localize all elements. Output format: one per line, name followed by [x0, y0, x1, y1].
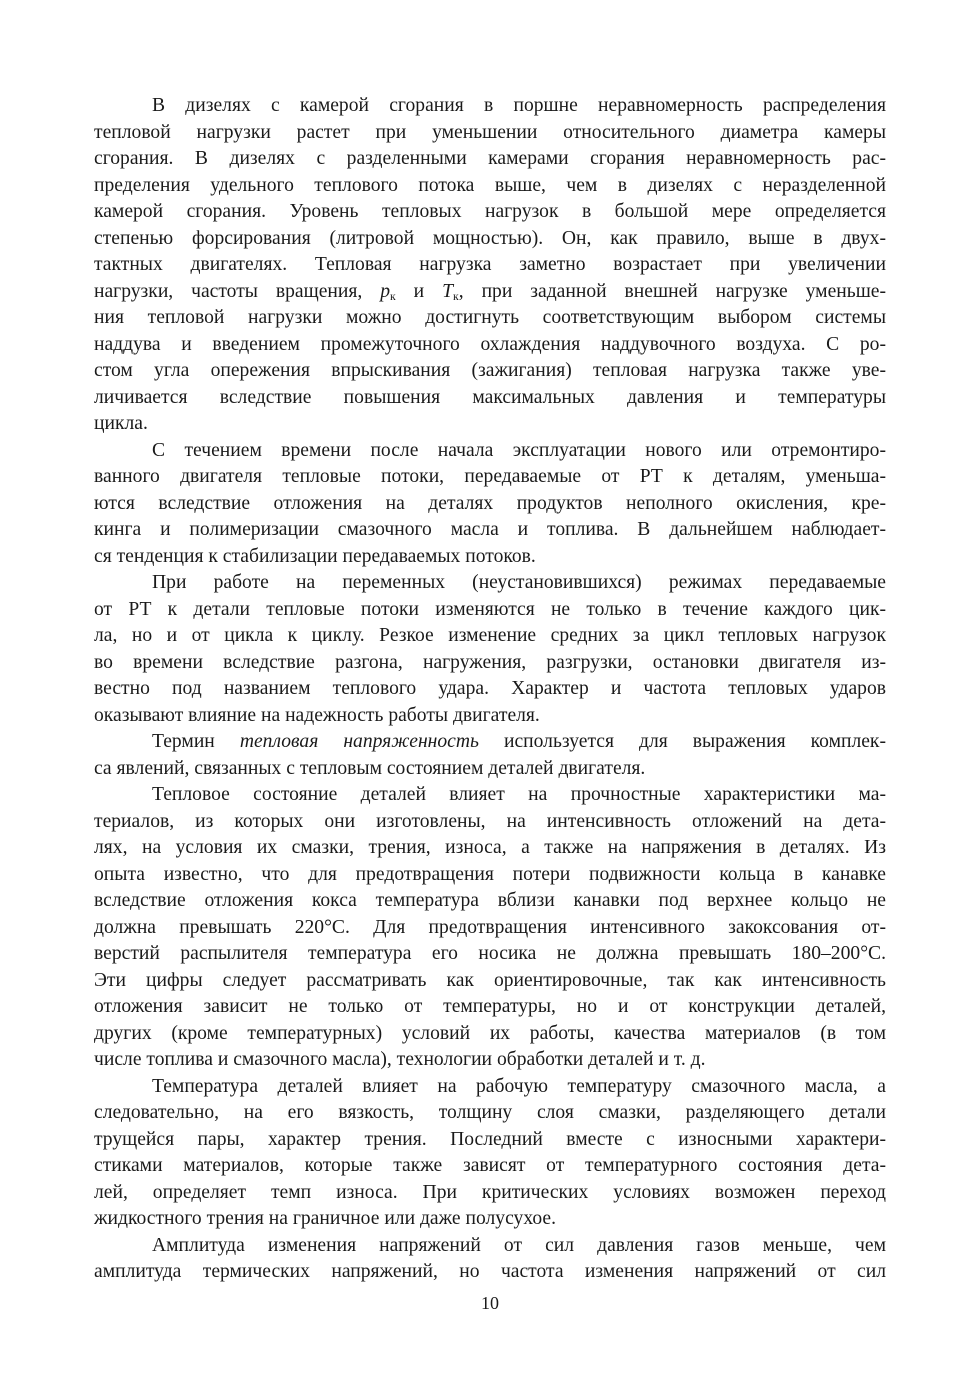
italic-run: тепловая напряженность	[239, 731, 479, 752]
paragraph	[94, 570, 886, 729]
text-line: Тепловое состояние деталей влияет на прочностные характеристики ма-	[152, 784, 886, 805]
paragraph	[94, 782, 886, 1074]
text-run: Термин	[152, 731, 240, 752]
text-line: оказывают влияние на надежность работы двигателя.	[94, 704, 540, 726]
text-line: амплитуда термических напряжений, но частота изменения напряжений от сил	[94, 1261, 886, 1282]
text-line: стиками материалов, которые также зависят от температурного состояния дета-	[94, 1155, 886, 1176]
text-run: используется для выражения комплек-	[478, 731, 886, 752]
text-line: отложения зависит не только от температуры, но и от конструкции деталей,	[94, 996, 886, 1017]
text-line: вестно под названием теплового удара. Характер и частота тепловых ударов	[94, 678, 886, 699]
text-line: териалов, из которых они изготовлены, на интенсивность отложений на дета-	[94, 810, 886, 832]
text-line: ла, но и от цикла к циклу. Резкое изменение средних за цикл тепловых нагрузок	[94, 625, 886, 646]
text-line: сгорания. В дизелях с разделенными камерами сгорания неравномерность рас-	[94, 148, 886, 169]
text-line	[94, 729, 886, 756]
text-line: жидкостного трения на граничное или даже полусухое.	[94, 1208, 557, 1229]
text-line: следовательно, на его вязкость, толщину слоя смазки, разделяющего детали	[94, 1102, 886, 1123]
text-line: степенью форсирования (литровой мощностью). Он, как правило, выше в двух-	[94, 227, 886, 249]
text-run: , при заданной внешней нагрузке уменьше-	[458, 280, 886, 302]
text-line: тактных двигателях. Тепловая нагрузка заметно возрастает при увеличении	[94, 254, 886, 275]
text-line: трущейся пары, характер трения. Последний вместе с износными характери-	[94, 1128, 886, 1150]
text-line: ся тенденция к стабилизации передаваемых потоков.	[94, 545, 536, 567]
subscript: к	[390, 289, 396, 303]
text-line: стом угла опережения впрыскивания (зажигания) тепловая нагрузка также уве-	[94, 360, 886, 381]
page-number: 10	[481, 1293, 499, 1313]
paragraph	[94, 93, 886, 438]
text-line: от РТ к детали тепловые потоки изменяются не только в течение каждого цик-	[94, 598, 886, 620]
text-line: С течением времени после начала эксплуатации нового или отремонтиро-	[152, 439, 886, 461]
text-run: и	[395, 280, 443, 302]
text-line: В дизелях с камерой сгорания в поршне неравномерность распределения	[152, 95, 886, 116]
text-line: ванного двигателя тепловые потоки, передаваемые от РТ к деталям, уменьша-	[94, 466, 886, 487]
text-line: числе топлива и смазочного масла), технологии обработки деталей и т. д.	[94, 1049, 706, 1070]
text-line: других (кроме температурных) условий их работы, качества материалов (в том	[94, 1022, 886, 1044]
paragraph	[94, 438, 886, 571]
text-line: тепловой нагрузки растет при уменьшении относительного диаметра камеры	[94, 121, 886, 143]
text-line: Эти цифры следует рассматривать как ориентировочные, так как интенсивность	[94, 969, 886, 991]
text-line: личивается вследствие повышения максимальных давления и температуры	[94, 386, 886, 408]
paragraph	[94, 729, 886, 782]
text-line: цикла.	[94, 413, 148, 434]
italic-run: p	[380, 280, 391, 302]
text-line: пределения удельного теплового потока выше, чем в дизелях с неразделенной	[94, 174, 886, 196]
text-line: лях, на условия их смазки, трения, износа, а также на напряжения в деталях. Из	[94, 837, 886, 858]
paragraph	[94, 1233, 886, 1286]
text-run: нагрузки, частоты вращения,	[94, 280, 381, 302]
text-line: лей, определяет темп износа. При критических условиях возможен переход	[94, 1181, 886, 1203]
text-line	[94, 279, 886, 306]
text-line: верстий распылителя температура его носика не должна превышать 180–200°C.	[94, 943, 886, 964]
text-line: наддува и введением промежуточного охлаждения наддувочного воздуха. С ро-	[94, 333, 886, 355]
text-line: ния тепловой нагрузки можно достигнуть соответствующим выбором системы	[94, 307, 886, 328]
text-line: камерой сгорания. Уровень тепловых нагрузок в большой мере определяется	[94, 201, 886, 222]
text-line: При работе на переменных (неустановившихся) режимах передаваемые	[152, 572, 886, 593]
paragraph	[94, 1074, 886, 1233]
subscript: к	[453, 289, 459, 303]
text-line: кинга и полимеризации смазочного масла и топлива. В дальнейшем наблюдает-	[94, 519, 886, 540]
text-line: во времени вследствие разгона, нагружения, разгрузки, остановки двигателя из-	[94, 651, 886, 673]
text-line: должна превышать 220°C. Для предотвращения интенсивного закоксования от-	[94, 916, 886, 938]
text-line: Температура деталей влияет на рабочую температуру смазочного масла, а	[152, 1075, 886, 1097]
text-line: опыта известно, что для предотвращения потери подвижности кольца в канавке	[94, 863, 886, 885]
text-line: вследствие отложения кокса температура вблизи канавки под верхнее кольцо не	[94, 890, 886, 911]
italic-run: T	[442, 280, 454, 302]
text-line: ются вследствие отложения на деталях продуктов неполного окисления, кре-	[94, 492, 886, 514]
text-line: са явлений, связанных с тепловым состоянием деталей двигателя.	[94, 757, 646, 779]
page-body	[94, 93, 886, 1286]
text-line: Амплитуда изменения напряжений от сил давления газов меньше, чем	[152, 1234, 886, 1256]
